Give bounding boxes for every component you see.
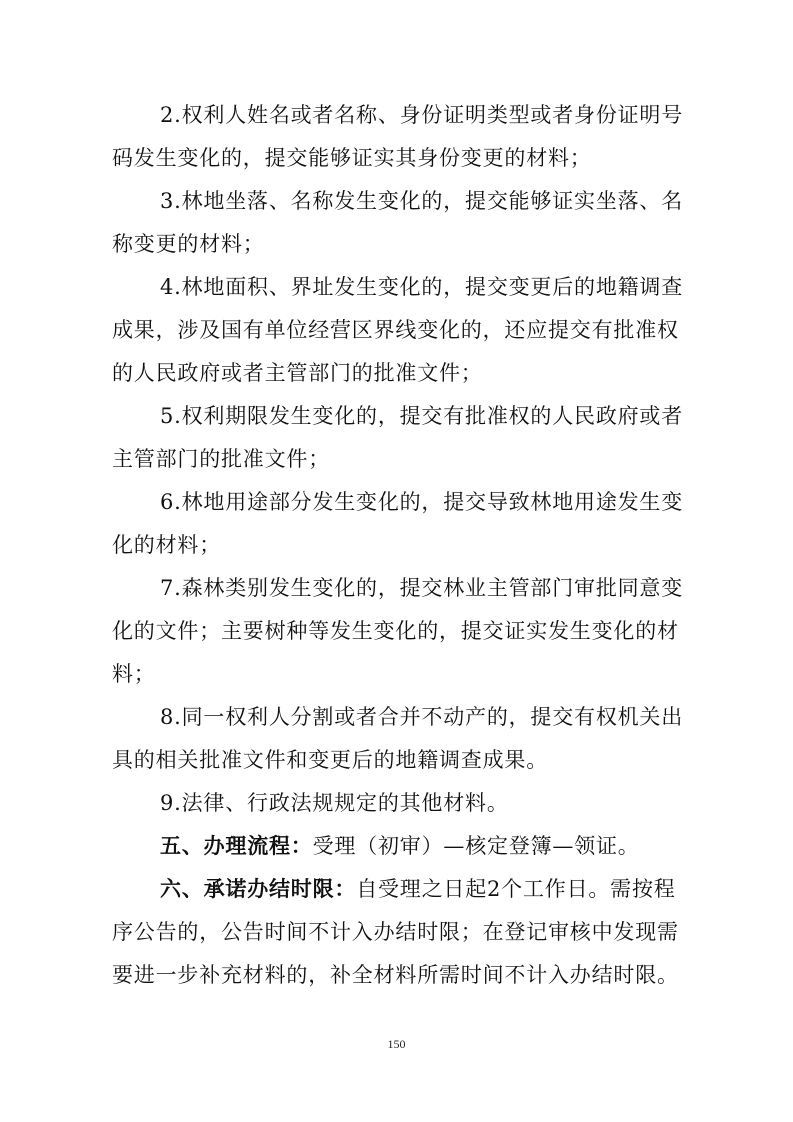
item-6-line-1: 6.林地用途部分发生变化的，提交导致林地用途发生变 xyxy=(160,490,684,514)
item-5-line-2: 主管部门的批准文件； xyxy=(112,447,330,471)
item-2-line-1: 2.权利人姓名或者名称、身份证明类型或者身份证明号 xyxy=(160,103,684,127)
item-4-line-2: 成果，涉及国有单位经营区界线变化的，还应提交有批准权 xyxy=(112,318,679,342)
item-7-line-1: 7.森林类别发生变化的，提交林业主管部门审批同意变 xyxy=(160,576,684,600)
item-4-line-1: 4.林地面积、界址发生变化的，提交变更后的地籍调查 xyxy=(160,275,684,299)
item-4-line-3: 的人民政府或者主管部门的批准文件； xyxy=(112,361,483,385)
section-6-line-3: 要进一步补充材料的，补全材料所需时间不计入办结时限。 xyxy=(112,963,679,987)
section-6-line-2: 序公告的，公告时间不计入办结时限；在登记审核中发现需 xyxy=(112,920,679,944)
page-number: 150 xyxy=(387,1037,406,1051)
section-6-heading: 六、承诺办结时限： xyxy=(160,877,357,901)
item-7-line-3: 料； xyxy=(112,662,156,686)
item-7-line-2: 化的文件；主要树种等发生变化的，提交证实发生变化的材 xyxy=(112,619,679,643)
section-5-paragraph xyxy=(160,831,682,861)
item-8-line-1: 8.同一权利人分割或者合并不动产的，提交有权机关出 xyxy=(160,705,684,729)
section-5-text: 受理（初审）—核定登簿—领证。 xyxy=(312,834,640,858)
item-6-line-2: 化的材料； xyxy=(112,533,221,557)
item-2-line-2: 码发生变化的，提交能够证实其身份变更的材料； xyxy=(112,146,592,170)
section-5-heading: 五、办理流程： xyxy=(160,834,313,858)
item-8-line-2: 具的相关批准文件和变更后的地籍调查成果。 xyxy=(112,748,548,772)
item-5-line-1: 5.权利期限发生变化的，提交有批准权的人民政府或者 xyxy=(160,404,684,428)
item-3-line-2: 称变更的材料； xyxy=(112,232,265,256)
item-3-line-1: 3.林地坐落、名称发生变化的，提交能够证实坐落、名 xyxy=(160,189,684,213)
item-9-line-1: 9.法律、行政法规规定的其他材料。 xyxy=(160,791,509,815)
section-6-text: 自受理之日起2个工作日。需按程 xyxy=(356,877,676,901)
section-6-line-1 xyxy=(160,874,682,904)
